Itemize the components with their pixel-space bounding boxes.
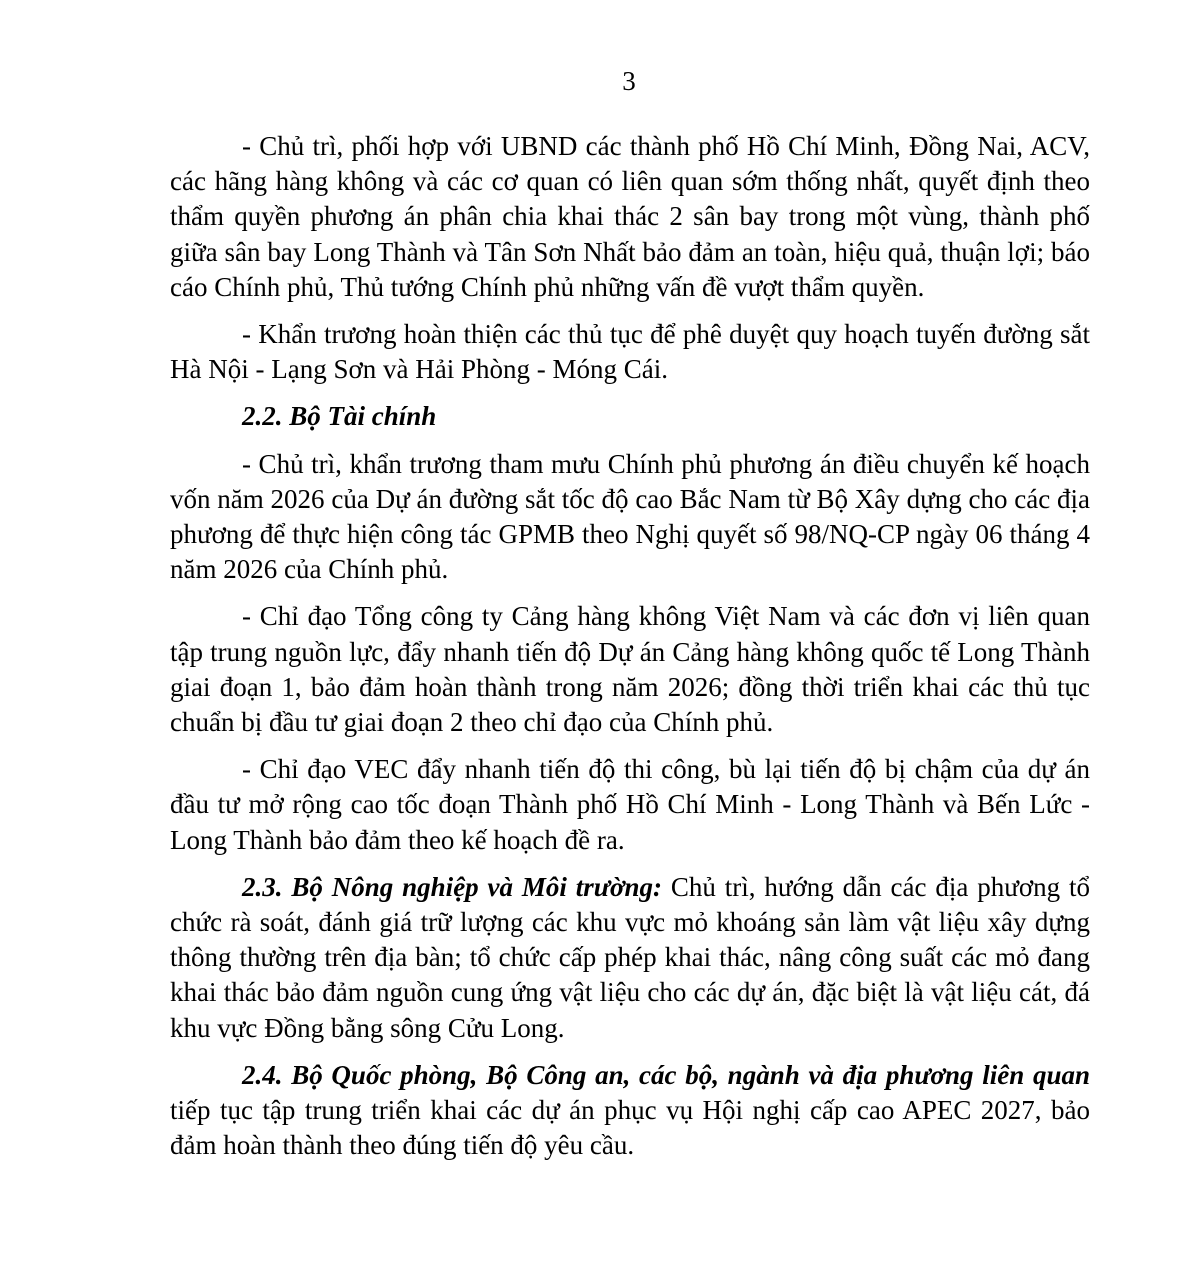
section-2-3-text: Chủ trì, hướng dẫn các địa phương tổ chức rà soát, đánh giá trữ lượng các khu vực mỏ khoáng sản làm vật liệu xây dựng thông thường trên địa bàn; tổ chức cấp phép khai thác, nâng công suất các mỏ đang khai thác bảo đảm nguồn cung ứng vật liệu cho các dự án, đặc biệt là vật liệu cát, đá khu vực Đồng bằng sông Cửu Long. [170,871,1091,1043]
section-heading-2-4: 2.4. Bộ Quốc phòng, Bộ Công an, các bộ, ngành và địa phương liên quan [242,1059,1090,1090]
section-2-4-text: tiếp tục tập trung triển khai các dự án phục vụ Hội nghị cấp cao APEC 2027, bảo đảm hoàn thành theo đúng tiến độ yêu cầu. [170,1095,1090,1161]
paragraph-railway-planning: - Khẩn trương hoàn thiện các thủ tục để phê duyệt quy hoạch tuyến đường sắt Hà Nội - Lạng Sơn và Hải Phòng - Móng Cái. [170,319,1090,385]
section-heading-2-3: 2.3. Bộ Nông nghiệp và Môi trường: [242,871,662,902]
section-heading-2-2: 2.2. Bộ Tài chính [242,401,437,432]
paragraph-vec-expressway: - Chỉ đạo VEC đẩy nhanh tiến độ thi công, bù lại tiến độ bị chậm của dự án đầu tư mở rộng cao tốc đoạn Thành phố Hồ Chí Minh - Long Thành và Bến Lức - Long Thành bảo đảm theo kế hoạch đề ra. [170,754,1090,855]
document-body [170,129,1090,1163]
paragraph-section-2-4 [170,1058,1090,1164]
paragraph-section-2-3 [170,870,1090,1046]
paragraph-long-thanh-airport: - Chỉ đạo Tổng công ty Cảng hàng không Việt Nam và các đơn vị liên quan tập trung nguồn lực, đẩy nhanh tiến độ Dự án Cảng hàng không quốc tế Long Thành giai đoạn 1, bảo đảm hoàn thành trong năm 2026; đồng thời triển khai các thủ tục chuẩn bị đầu tư giai đoạn 2 theo chỉ đạo của Chính phủ. [170,601,1090,738]
paragraph-airport-coordination: - Chủ trì, phối hợp với UBND các thành phố Hồ Chí Minh, Đồng Nai, ACV, các hãng hàng không và các cơ quan có liên quan sớm thống nhất, quyết định theo thẩm quyền phương án phân chia khai thác 2 sân bay trong một vùng, thành phố giữa sân bay Long Thành và Tân Sơn Nhất bảo đảm an toàn, hiệu quả, thuận lợi; báo cáo Chính phủ, Thủ tướng Chính phủ những vấn đề vượt thẩm quyền. [170,131,1090,302]
page-number: 3 [622,66,636,96]
paragraph-capital-transfer: - Chủ trì, khẩn trương tham mưu Chính phủ phương án điều chuyển kế hoạch vốn năm 2026 của Dự án đường sắt tốc độ cao Bắc Nam từ Bộ Xây dựng cho các địa phương để thực hiện công tác GPMB theo Nghị quyết số 98/NQ-CP ngày 06 tháng 4 năm 2026 của Chính phủ. [170,448,1090,585]
